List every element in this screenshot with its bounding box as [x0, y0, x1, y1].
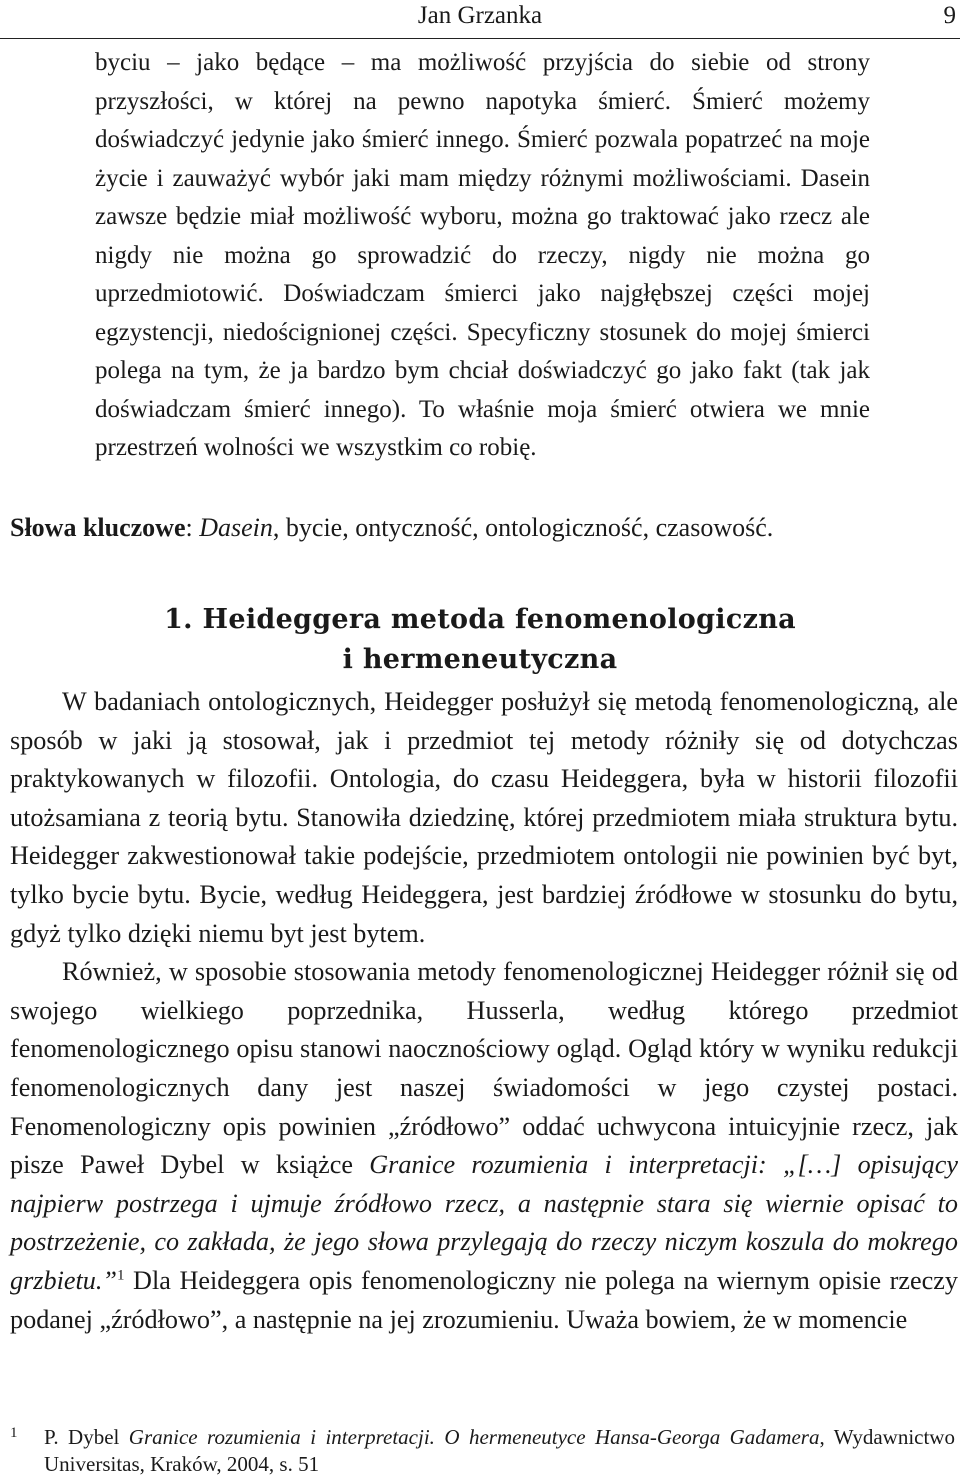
footnote-author: P. Dybel [44, 1425, 129, 1449]
header-author: Jan Grzanka [417, 2, 543, 29]
footnote-title: Granice rozumienia i interpretacji. O hermeneutyce Hansa-Georga Gadamera [128, 1425, 820, 1449]
footnote-text [44, 1424, 955, 1478]
section-heading [0, 600, 960, 680]
body-text [10, 683, 958, 1339]
footnote-number: 1 [10, 1425, 18, 1441]
section-heading-line1: 1. Heideggera metoda fenomenologiczna [164, 604, 796, 635]
section-heading-line2: i hermeneutyczna [342, 644, 618, 675]
quotation: „[…] opisujący najpierw postrzega i ujmuje źródłowo rzecz, a następnie stara się wiernie opisać to postrzeżenie, co zakłada, że jego słowa przylegają do rzeczy niczym koszula do mokrego grzbietu.” [10, 1150, 958, 1295]
abstract-paragraph: byciu – jako będące – ma możliwość przyjścia do siebie od strony przyszłości, w której na pewno napotyka śmierć. Śmierć możemy doświadczyć jedynie jako śmierć innego. Śmierć pozwala popatrzeć na moje życie i zauważyć wybór jaki mam między różnymi możliwościami. Dasein zawsze będzie miał możliwość wyboru, można go traktować jako rzecz ale nigdy nie można go sprowadzić do rzeczy, nigdy nie można go uprzedmiotowić. Doświadczam śmierci jako najgłębszej części mojej egzystencji, niedoścignionej części. Specyficzny stosunek do mojej śmierci polega na tym, że ja bardzo bym chciał doświadczyć go jako fakt (tak jak doświadczam śmierć innego). To właśnie moja śmierć otwiera we mnie przestrzeń wolności we wszystkim co robię. [95, 49, 870, 461]
page-number: 9 [943, 2, 956, 29]
paragraph2-start: Również, w sposobie stosowania metody fenomenologicznej Heidegger różnił się od swojego wielkiego poprzednika, Husserla, według którego przedmiot fenomenologicznego opisu stanowi naocznościowy ogląd. Ogląd który w wyniku redukcji fenomenologicznych dany jest naszej świadomości w jego czystej postaci. Fenomenologiczny opis powinien „źródłowo” oddać uchwycona intuicyjnie rzecz, jak pisze Paweł Dybel w książce [10, 957, 958, 1180]
book-title: Granice rozumienia i interpretacji: [369, 1150, 767, 1180]
footnote-publisher: , Wydawnictwo Universitas, Kraków, 2004, s. 51 [44, 1425, 955, 1476]
keywords-label: Słowa kluczowe [10, 513, 186, 542]
footnote-reference[interactable]: 1 [116, 1267, 125, 1284]
keyword-dasein: Dasein [199, 513, 273, 542]
running-header [0, 0, 960, 39]
keywords-line [10, 510, 955, 546]
keywords-colon: : [185, 513, 193, 542]
paragraph2-end: Dla Heideggera opis fenomenologiczny nie polega na wiernym opisie rzeczy podanej „źródłowo”, a następnie na jej zrozumieniu. Uważa bowiem, że w momencie [10, 1265, 958, 1334]
body-paragraph-2 [10, 953, 958, 1339]
footnote [10, 1424, 955, 1478]
body-paragraph-1: W badaniach ontologicznych, Heidegger posłużył się metodą fenomenologiczną, ale sposób w jaki ją stosował, jak i przedmiot tej metody różniły się od dotychczas praktykowanych w filozofii. Ontologia, do czasu Heideggera, była w historii filozofii utożsamiana z teorią bytu. Stanowiła dziedzinę, której przedmiotem miała struktura bytu. Heidegger zakwestionował takie podejście, przedmiotem ontologii nie powinien być byt, tylko bycie bytu. Bycie, według Heideggera, jest bardziej źródłowe w stosunku do bytu, gdyż tylko dzięki niemu byt jest bytem. [10, 687, 958, 948]
keywords-rest: , bycie, ontyczność, ontologiczność, czasowość. [272, 513, 774, 542]
